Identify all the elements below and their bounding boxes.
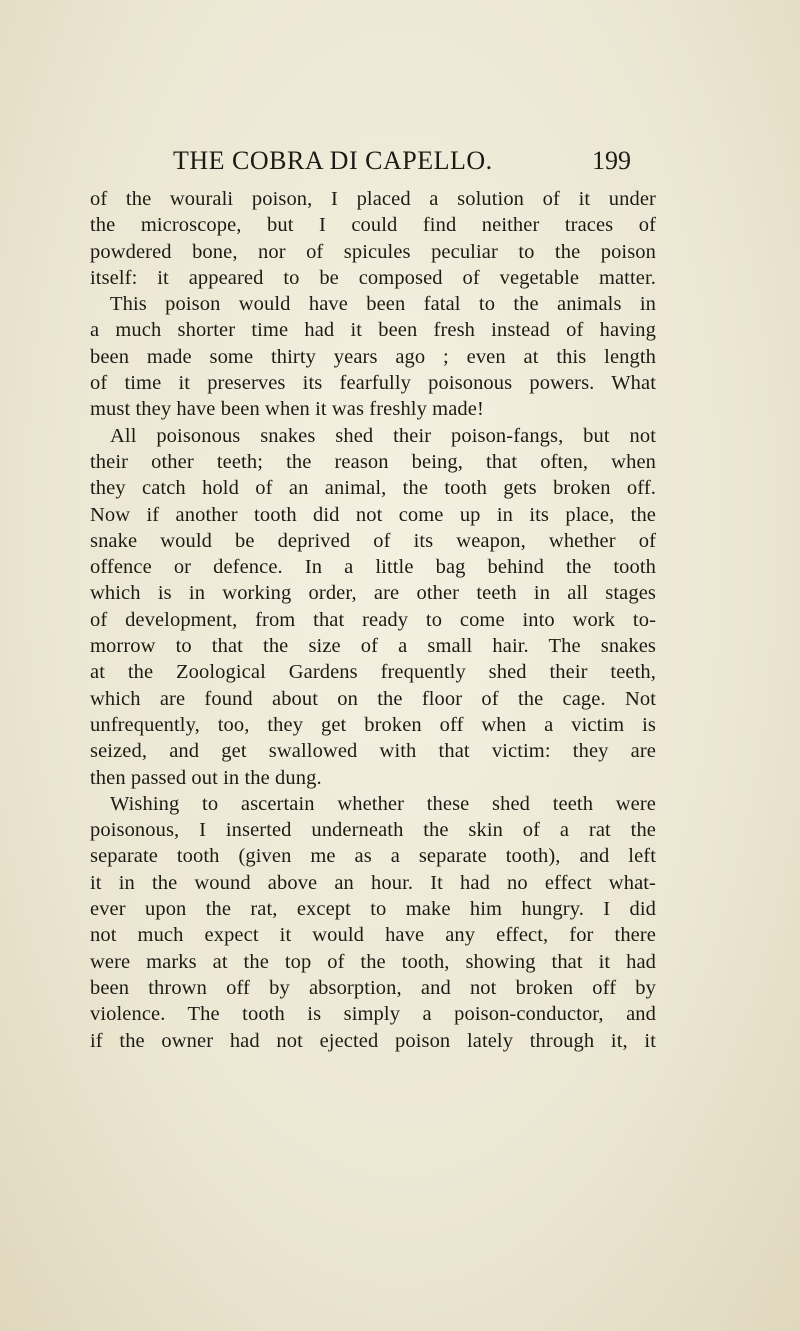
text-line: unfrequently, too, they get broken off when a victim is — [90, 713, 656, 736]
text-line: This poison would have been fatal to the animals in — [110, 293, 656, 316]
text-line: of the wourali poison, I placed a solution of it under — [90, 188, 656, 210]
text-line: poisonous, I inserted underneath the skin of a rat the — [90, 819, 656, 842]
text-line: of time it preserves its fearfully poisonous powers. What — [90, 372, 656, 395]
text-line: it in the wound above an hour. It had no effect what- — [90, 871, 656, 894]
text-line: morrow to that the size of a small hair. The snakes — [90, 635, 656, 658]
text-line: they catch hold of an animal, the tooth gets broken off. — [90, 477, 656, 500]
text-line: All poisonous snakes shed their poison-fangs, but not — [110, 424, 656, 447]
text-line: seized, and get swallowed with that victim: they are — [90, 740, 656, 763]
text-line: their other teeth; the reason being, that often, when — [90, 450, 656, 473]
text-line: the microscope, but I could find neither traces of — [90, 214, 656, 237]
text-line: been thrown off by absorption, and not broken off by — [90, 976, 656, 999]
text-line: which is in working order, are other teeth in all stages — [90, 582, 656, 605]
text-line: Now if another tooth did not come up in its place, the — [90, 503, 656, 526]
text-line: not much expect it would have any effect, for there — [90, 924, 656, 947]
text-line: powdered bone, nor of spicules peculiar to the poison — [90, 240, 656, 263]
text-line: which are found about on the floor of the cage. Not — [90, 687, 656, 710]
text-line: Wishing to ascertain whether these shed teeth were — [110, 792, 656, 815]
text-line: were marks at the top of the tooth, showing that it had — [90, 950, 656, 973]
running-head: THE COBRA DI CAPELLO. — [173, 146, 493, 175]
text-line: separate tooth (given me as a separate tooth), and left — [90, 845, 656, 868]
text-line: violence. The tooth is simply a poison-conductor, and — [90, 1003, 656, 1026]
text-line: then passed out in the dung. — [90, 766, 322, 789]
text-line: been made some thirty years ago ; even at this length — [90, 345, 656, 368]
text-line: itself: it appeared to be composed of vegetable matter. — [90, 266, 656, 289]
text-line: at the Zoological Gardens frequently shed their teeth, — [90, 661, 656, 684]
text-line: if the owner had not ejected poison lately through it, it — [90, 1029, 656, 1052]
text-line: a much shorter time had it been fresh instead of having — [90, 319, 656, 342]
text-line: ever upon the rat, except to make him hungry. I did — [90, 898, 656, 921]
text-line: snake would be deprived of its weapon, whether of — [90, 529, 656, 552]
page-header — [173, 143, 631, 179]
body-text — [90, 186, 656, 1054]
text-line: must they have been when it was freshly made! — [90, 398, 484, 421]
text-line: of development, from that ready to come into work to- — [90, 608, 656, 631]
page-number: 199 — [592, 146, 631, 175]
text-line: offence or defence. In a little bag behind the tooth — [90, 556, 656, 579]
